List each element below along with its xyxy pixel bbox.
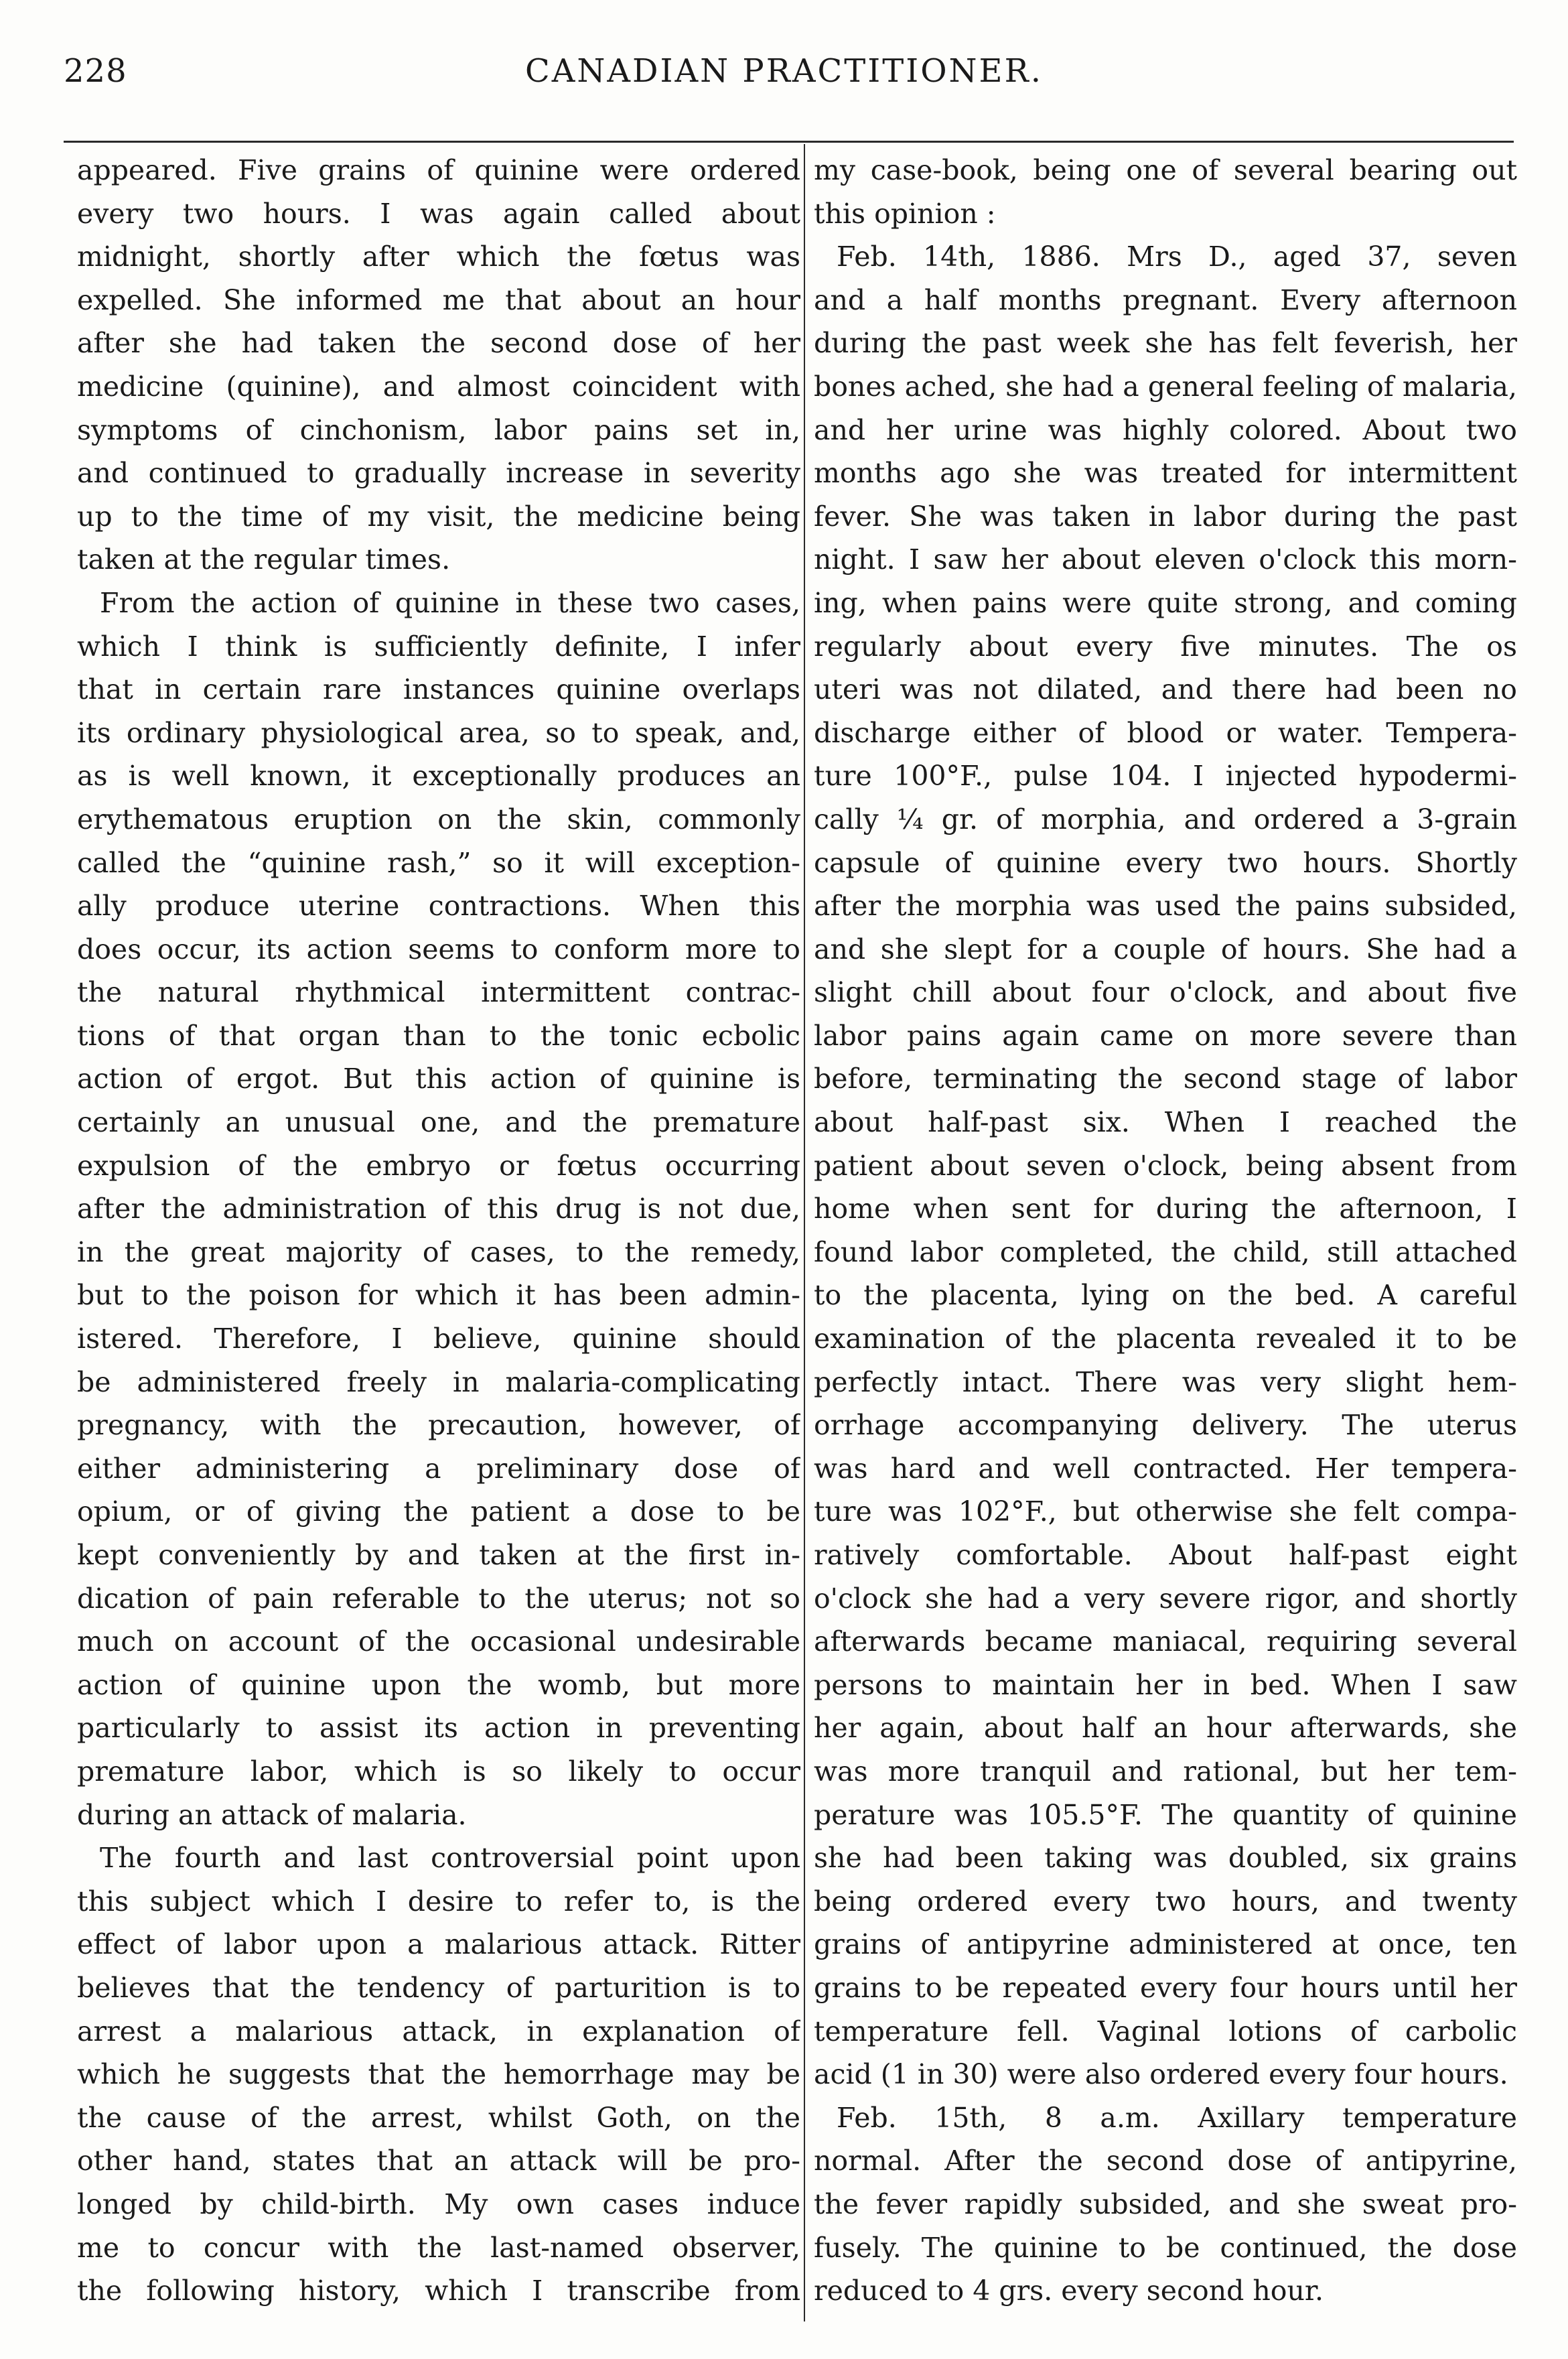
text-line: kept conveniently by and taken at the first in- [77,1539,800,1571]
text-line: called the “quinine rash,” so it will exception- [77,846,800,879]
text-line: opium, or of giving the patient a dose to be [77,1495,800,1528]
text-line: but to the poison for which it has been admin- [77,1279,800,1312]
right-column [814,149,1517,2319]
text-line: either administering a preliminary dose of [77,1452,800,1485]
text-line: up to the time of my visit, the medicine being [77,500,800,533]
page-header [0,47,1568,121]
text-line: as is well known, it exceptionally produces an [77,760,800,793]
text-line: which I think is sufficiently definite, I infer [77,630,800,663]
text-line: before, terminating the second stage of labor [814,1063,1517,1095]
header-rule [64,141,1514,143]
text-line: the natural rhythmical intermittent contrac- [77,976,800,1009]
text-line: tions of that organ than to the tonic ecbolic [77,1019,800,1052]
text-line: erythematous eruption on the skin, commonly [77,803,800,835]
text-line: ing, when pains were quite strong, and coming [814,586,1517,619]
text-line: me to concur with the last-named observer, [77,2231,800,2264]
text-line: examination of the placenta revealed it to be [814,1323,1517,1355]
column-divider [804,144,805,2321]
text-line: she had been taking was doubled, six grains [814,1842,1517,1875]
text-line: that in certain rare instances quinine overlaps [77,673,800,706]
text-line: this subject which I desire to refer to, is the [77,1885,800,1917]
text-line: was more tranquil and rational, but her tem- [814,1755,1517,1788]
text-line: much on account of the occasional undesirable [77,1625,800,1658]
text-line: which he suggests that the hemorrhage may be [77,2058,800,2091]
text-line: grains of antipyrine administered at once, ten [814,1928,1517,1961]
text-line: her again, about half an hour afterwards, she [814,1712,1517,1745]
text-line: pregnancy, with the precaution, however, of [77,1409,800,1442]
text-line: capsule of quinine every two hours. Shortly [814,846,1517,879]
text-line: arrest a malarious attack, in explanation of [77,2015,800,2047]
text-line: other hand, states that an attack will be pro- [77,2145,800,2177]
text-line: believes that the tendency of parturition is to [77,1971,800,2004]
text-line: particularly to assist its action in preventing [77,1712,800,1745]
page-number: 228 [64,52,127,90]
text-line: afterwards became maniacal, requiring several [814,1625,1517,1658]
text-line: acid (1 in 30) were also ordered every four hours. [814,2058,1508,2091]
text-line: slight chill about four o'clock, and about five [814,976,1517,1009]
text-line: the following history, which I transcribe from [77,2275,800,2307]
text-line: found labor completed, the child, still attached [814,1235,1517,1268]
text-line: bones ached, she had a general feeling of malaria, [814,370,1517,403]
text-line: regularly about every five minutes. The os [814,630,1517,663]
text-line: perfectly intact. There was very slight hem- [814,1365,1517,1398]
text-line: expelled. She informed me that about an hour [77,283,800,316]
text-line: labor pains again came on more severe than [814,1019,1517,1052]
text-line: was hard and well contracted. Her tempera- [814,1452,1517,1485]
text-line: its ordinary physiological area, so to speak, and, [77,716,800,749]
text-line: The fourth and last controversial point upon [100,1842,800,1875]
text-line: premature labor, which is so likely to occur [77,1755,800,1788]
text-line: effect of labor upon a malarious attack. Ritter [77,1928,800,1961]
text-line: after the morphia was used the pains subsided, [814,890,1517,923]
text-line: taken at the regular times. [77,543,451,576]
text-line: after she had taken the second dose of her [77,327,800,360]
text-line: perature was 105.5°F. The quantity of quinine [814,1798,1517,1831]
text-line: during an attack of malaria. [77,1798,467,1831]
text-line: normal. After the second dose of antipyrine, [814,2145,1517,2177]
text-line: does occur, its action seems to conform more to [77,933,800,965]
text-line: and continued to gradually increase in severity [77,457,800,490]
text-line: fusely. The quinine to be continued, the dose [814,2231,1517,2264]
text-line: action of ergot. But this action of quinine is [77,1063,800,1095]
text-line: cally ¼ gr. of morphia, and ordered a 3-grain [814,803,1517,835]
text-line: istered. Therefore, I believe, quinine should [77,1323,800,1355]
text-line: every two hours. I was again called about [77,197,800,230]
text-line: about half-past six. When I reached the [814,1106,1517,1139]
text-line: ally produce uterine contractions. When this [77,890,800,923]
text-line: ratively comfortable. About half-past eight [814,1539,1517,1571]
text-line: and a half months pregnant. Every afternoon [814,283,1517,316]
text-line: during the past week she has felt feverish, her [814,327,1517,360]
text-line: be administered freely in malaria-complicating [77,1365,800,1398]
text-line: From the action of quinine in these two cases, [100,586,800,619]
text-line: in the great majority of cases, to the remedy, [77,1235,800,1268]
text-line: orrhage accompanying delivery. The uterus [814,1409,1517,1442]
text-line: this opinion : [814,197,996,230]
text-line: Feb. 15th, 8 a.m. Axillary temperature [837,2101,1517,2134]
text-line: home when sent for during the afternoon, I [814,1193,1517,1225]
text-line: Feb. 14th, 1886. Mrs D., aged 37, seven [837,241,1517,273]
running-head: CANADIAN PRACTITIONER. [525,52,1043,90]
text-line: temperature fell. Vaginal lotions of carbolic [814,2015,1517,2047]
text-line: medicine (quinine), and almost coincident with [77,370,800,403]
text-line: patient about seven o'clock, being absent from [814,1149,1517,1182]
text-line: being ordered every two hours, and twenty [814,1885,1517,1917]
text-line: grains to be repeated every four hours until her [814,1971,1517,2004]
text-line: dication of pain referable to the uterus; not so [77,1582,800,1615]
text-line: expulsion of the embryo or fœtus occurring [77,1149,800,1182]
text-line: after the administration of this drug is not due, [77,1193,800,1225]
text-line: action of quinine upon the womb, but more [77,1668,800,1701]
text-line: longed by child-birth. My own cases induce [77,2187,800,2220]
text-line: o'clock she had a very severe rigor, and shortly [814,1582,1517,1615]
text-line: night. I saw her about eleven o'clock this morn- [814,543,1517,576]
text-line: uteri was not dilated, and there had been no [814,673,1517,706]
text-line: ture was 102°F., but otherwise she felt compa- [814,1495,1517,1528]
text-line: the fever rapidly subsided, and she sweat pro- [814,2187,1517,2220]
text-line: ture 100°F., pulse 104. I injected hypodermi- [814,760,1517,793]
text-line: midnight, shortly after which the fœtus was [77,241,800,273]
text-line: symptoms of cinchonism, labor pains set in, [77,413,800,446]
text-line: fever. She was taken in labor during the past [814,500,1517,533]
text-line: months ago she was treated for intermittent [814,457,1517,490]
text-line: appeared. Five grains of quinine were ordered [77,154,800,186]
text-line: reduced to 4 grs. every second hour. [814,2275,1324,2307]
text-line: the cause of the arrest, whilst Goth, on the [77,2101,800,2134]
text-line: and her urine was highly colored. About two [814,413,1517,446]
left-column [77,149,800,2319]
text-line: persons to maintain her in bed. When I saw [814,1668,1517,1701]
text-line: my case-book, being one of several bearing out [814,154,1517,186]
text-line: certainly an unusual one, and the premature [77,1106,800,1139]
text-line: and she slept for a couple of hours. She had a [814,933,1517,965]
text-line: to the placenta, lying on the bed. A careful [814,1279,1517,1312]
text-line: discharge either of blood or water. Tempera- [814,716,1517,749]
